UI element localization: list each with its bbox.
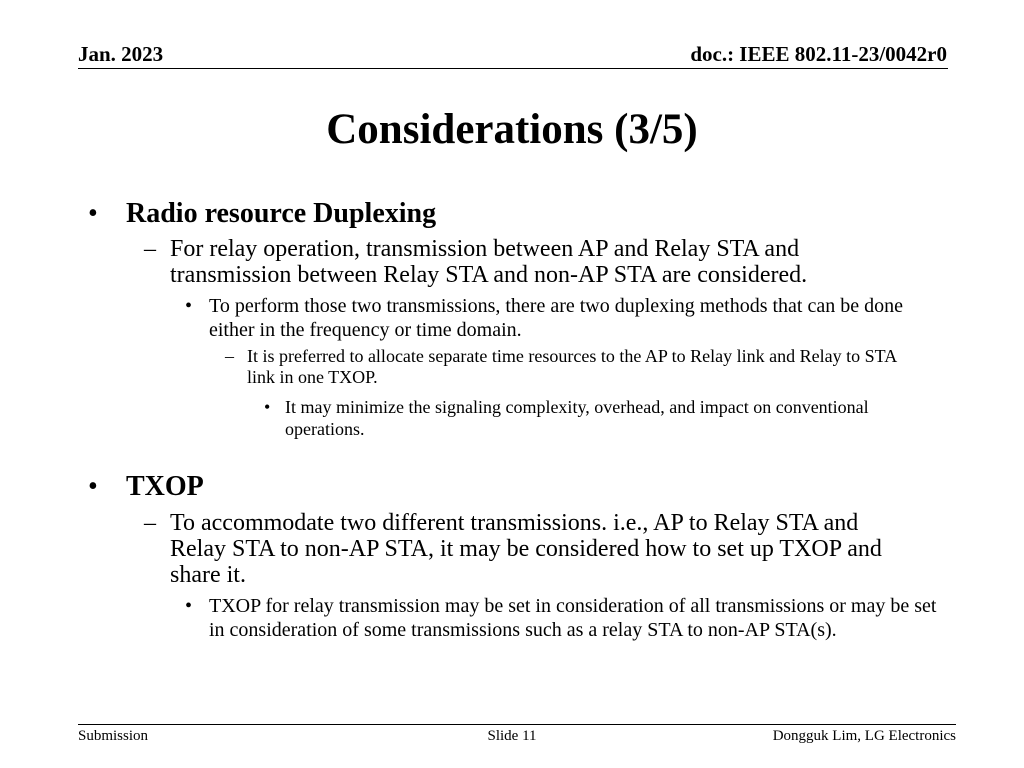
header-date: Jan. 2023	[78, 42, 164, 66]
sub-sub-bullet-txop-relay	[185, 594, 944, 642]
bullet-glyph: •	[185, 595, 193, 617]
bullet-glyph: •	[88, 471, 98, 502]
sub-bullet-relay-operation	[144, 236, 910, 288]
dash-glyph: –	[225, 346, 234, 366]
bullet-glyph: •	[88, 198, 98, 229]
bullet-text: TXOP for relay transmission may be set in consideration of all transmissions or may be set in consideration of some transmissions such as a relay STA to non-AP STA(s).	[209, 595, 937, 641]
bullet-text: Radio resource Duplexing	[126, 198, 437, 229]
bullet-glyph: •	[264, 397, 271, 417]
sub-sub-bullet-duplexing-methods	[185, 294, 944, 342]
bullet-text: To accommodate two different transmissions. i.e., AP to Relay STA and Relay STA to non-AP STA, it may be considered how to set up TXOP and share it.	[170, 510, 882, 588]
footer-divider	[78, 724, 956, 725]
bullet-txop	[88, 471, 204, 503]
level5-bullet-signaling	[264, 396, 925, 440]
header-doc-id: doc.: IEEE 802.11-23/0042r0	[690, 42, 947, 66]
bullet-text: TXOP	[126, 471, 204, 502]
footer-submission: Submission	[78, 728, 149, 744]
sub-bullet-accommodate	[144, 510, 910, 588]
footer-slide-number: Slide 11	[487, 728, 537, 744]
bullet-text: It may minimize the signaling complexity, overhead, and impact on conventional operations.	[285, 397, 869, 439]
bullet-text: For relay operation, transmission between AP and Relay STA and transmission between Relay STA and non-AP STA are considered.	[170, 236, 808, 288]
level4-bullet-time-resources	[225, 346, 927, 388]
bullet-text: It is preferred to allocate separate time resources to the AP to Relay link and Relay to STA link in one TXOP.	[247, 346, 897, 387]
slide-title: Considerations (3/5)	[326, 106, 698, 153]
bullet-text: To perform those two transmissions, there are two duplexing methods that can be done either in the frequency or time domain.	[209, 295, 903, 341]
dash-glyph: –	[144, 236, 156, 262]
bullet-radio-resource-duplexing	[88, 198, 437, 230]
bullet-glyph: •	[185, 295, 193, 317]
footer-author: Dongguk Lim, LG Electronics	[772, 728, 956, 744]
dash-glyph: –	[144, 510, 156, 536]
header-divider	[78, 68, 948, 69]
